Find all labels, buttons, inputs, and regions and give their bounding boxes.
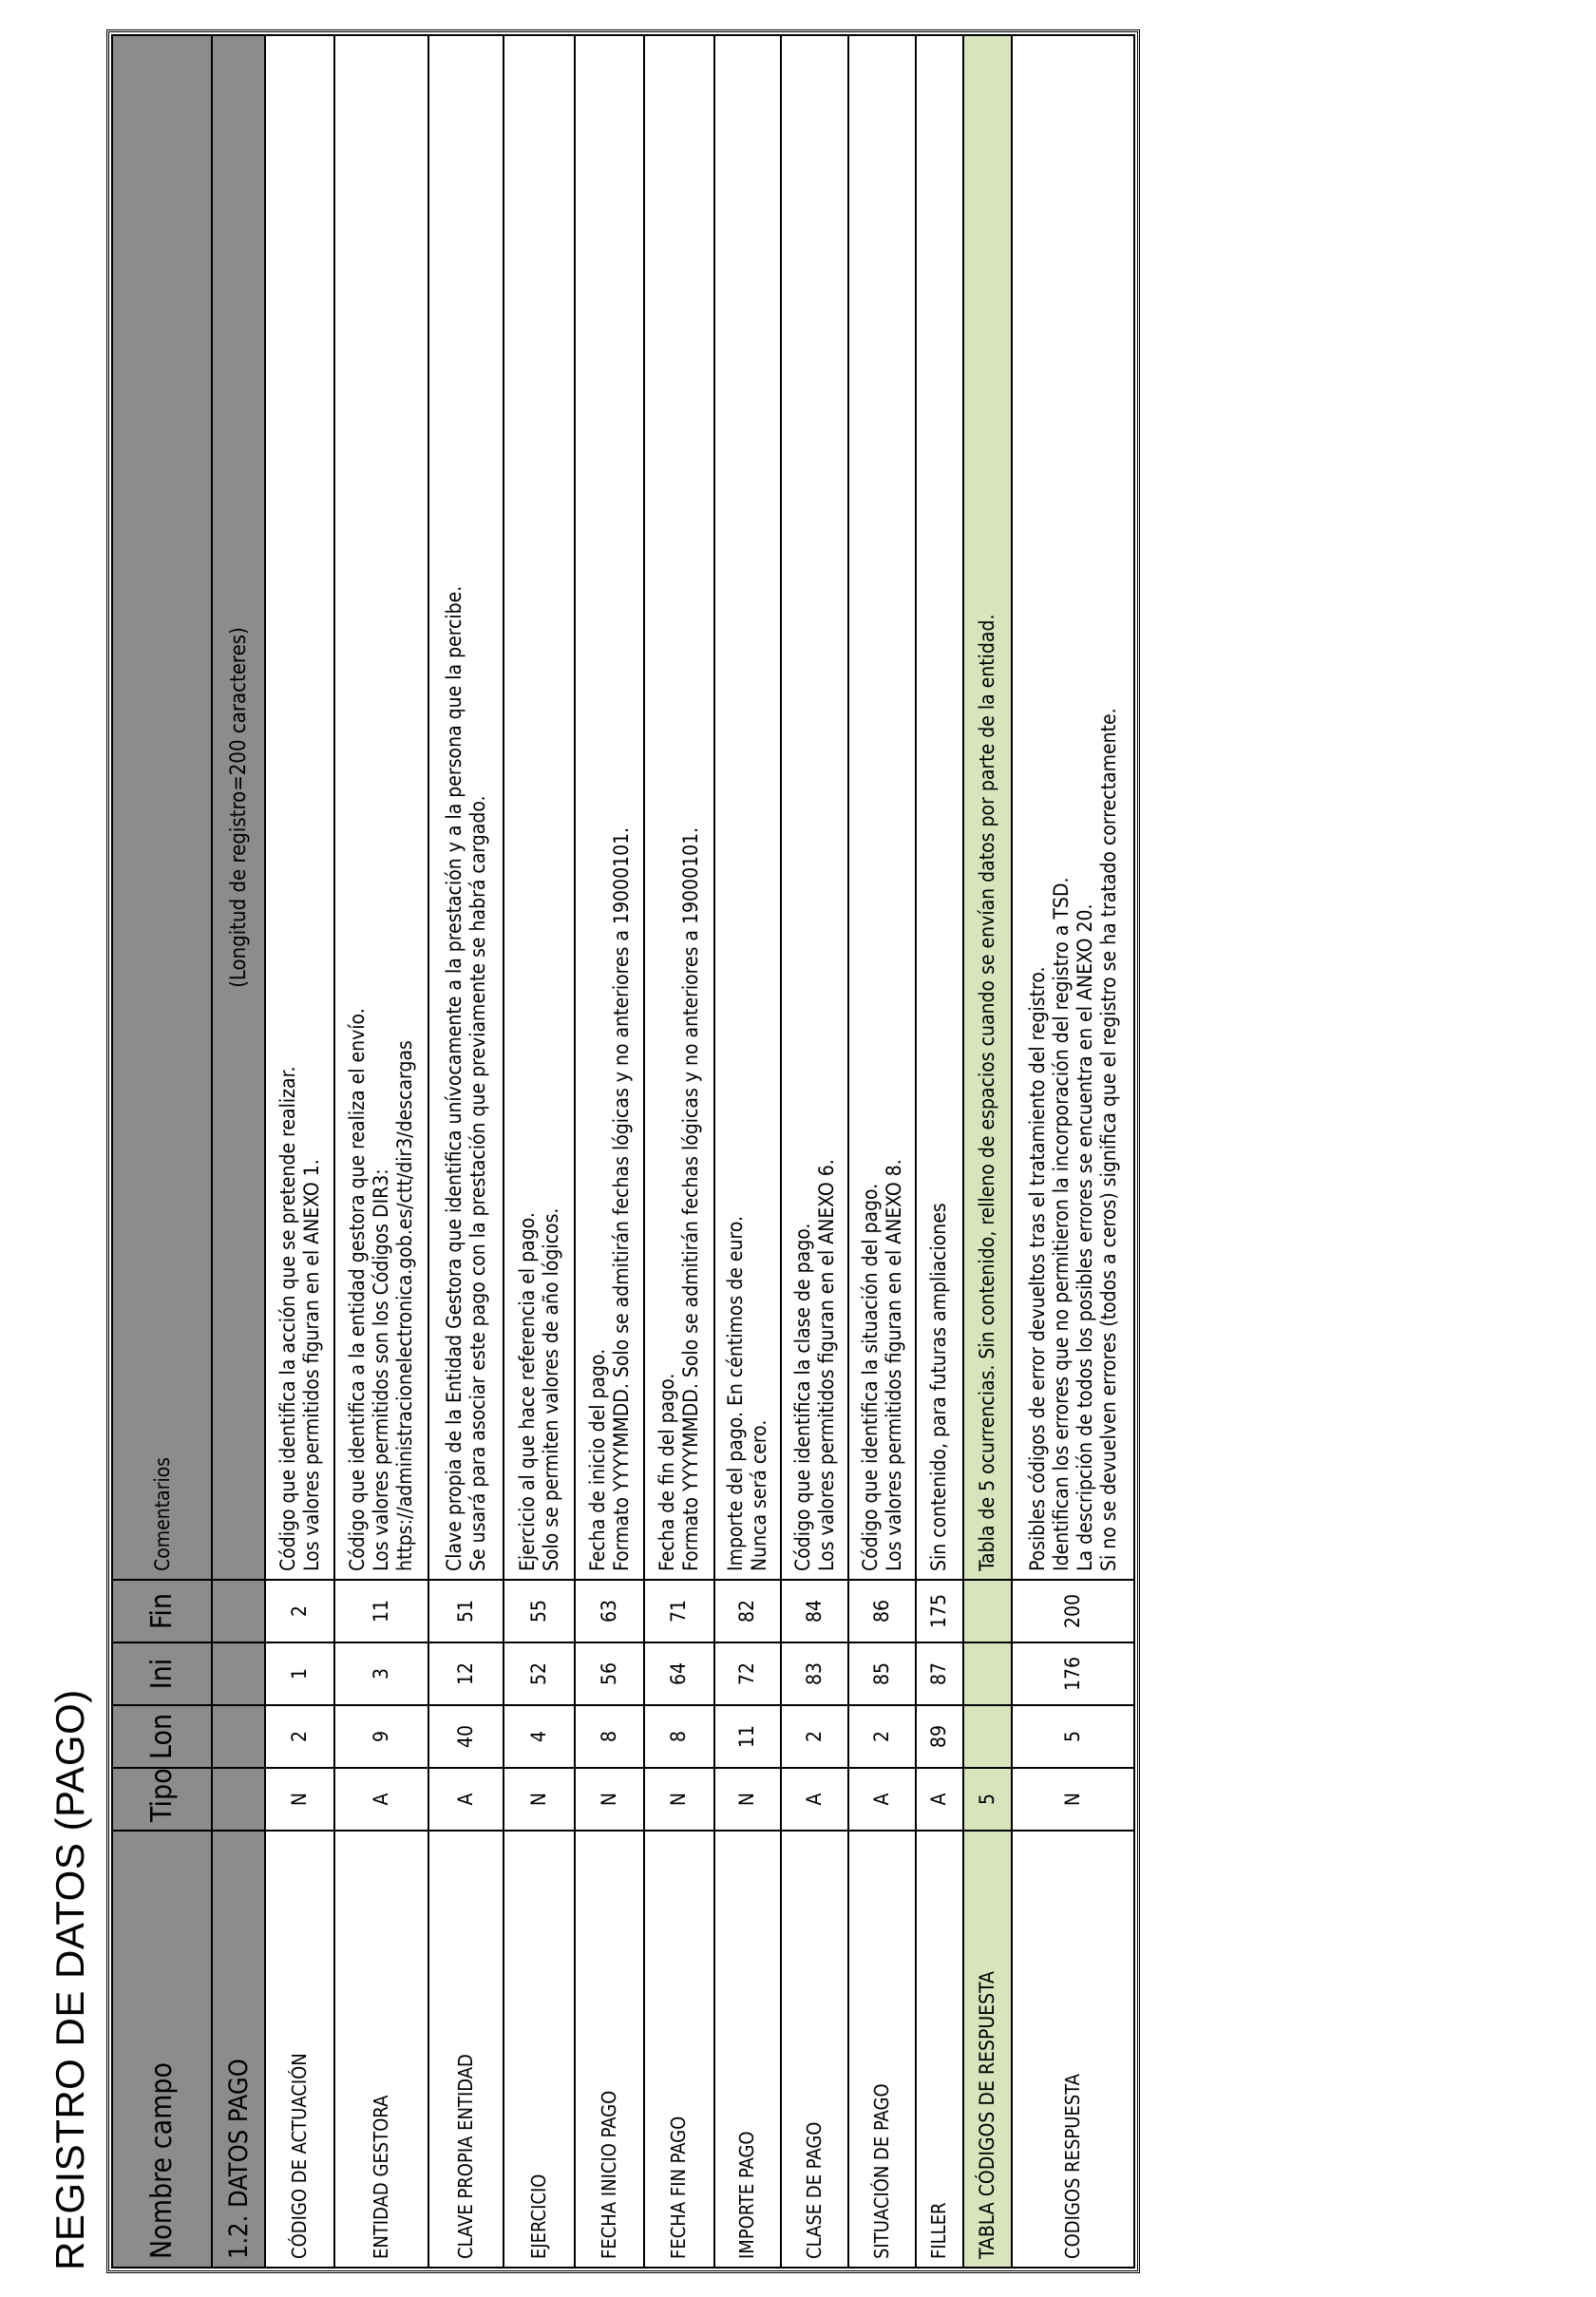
field-comments [575, 35, 644, 1580]
field-tipo: A [428, 1768, 504, 1831]
header-lon: Lon [112, 1705, 212, 1768]
field-tipo: N [714, 1768, 782, 1831]
comment-line: Los valores permitidos figuran en el ANEXO 8. [882, 1159, 905, 1571]
field-fin: 2 [265, 1580, 334, 1642]
section-row [212, 35, 265, 2268]
field-ini: 83 [781, 1642, 848, 1705]
field-comments [504, 35, 575, 1580]
field-name: FECHA FIN PAGO [644, 1831, 713, 2268]
response-codes-fin: 200 [1012, 1580, 1134, 1642]
field-tipo: N [644, 1768, 713, 1831]
response-codes-row [1012, 35, 1134, 2268]
table-row [848, 35, 916, 2268]
field-name: CLAVE PROPIA ENTIDAD [428, 1831, 504, 2268]
response-table-tipo: 5 [963, 1768, 1013, 1831]
field-lon: 2 [781, 1705, 848, 1768]
field-fin: 175 [916, 1580, 962, 1642]
field-ini: 1 [265, 1642, 334, 1705]
comment-line: Solo se permiten valores de año lógicos. [539, 1207, 562, 1571]
field-rows [265, 35, 963, 2268]
response-table-row [963, 35, 1013, 2268]
field-tipo: N [575, 1768, 644, 1831]
record-layout-table [111, 34, 1135, 2269]
comment-line: Identifican los errores que no permitieron la incorporación del registro a TSD. [1049, 877, 1073, 1571]
section-comment: (Longitud de registro=200 caracteres) [212, 35, 265, 1580]
record-table-frame [106, 29, 1140, 2273]
response-codes-tipo: N [1012, 1768, 1134, 1831]
field-comments [428, 35, 504, 1580]
comment-line: Formato YYYYMMDD. Solo se admitirán fechas lógicas y no anteriores a 19000101. [609, 826, 633, 1571]
document-title: REGISTRO DE DATOS (PAGO) [48, 1689, 92, 2270]
field-lon: 11 [714, 1705, 782, 1768]
field-fin: 82 [714, 1580, 782, 1642]
table-row [428, 35, 504, 2268]
field-name: CÓDIGO DE ACTUACIÓN [265, 1831, 334, 2268]
comment-line: Los valores permitidos son los Códigos DIR3: [369, 1168, 392, 1571]
field-fin: 84 [781, 1580, 848, 1642]
comment-line: Si no se devuelven errores (todos a ceros) significa que el registro se ha tratado correctamente. [1096, 708, 1120, 1571]
field-lon: 2 [848, 1705, 916, 1768]
field-tipo: N [504, 1768, 575, 1831]
field-comments [714, 35, 782, 1580]
field-tipo: A [848, 1768, 916, 1831]
field-fin: 51 [428, 1580, 504, 1642]
section-title: 1.2. DATOS PAGO [212, 1831, 265, 2268]
header-comentarios: Comentarios [112, 35, 212, 1580]
field-lon: 4 [504, 1705, 575, 1768]
comment-line: https://administracionelectronica.gob.es/ctt/dir3/descargas [392, 1040, 416, 1571]
field-comments [334, 35, 428, 1580]
field-lon: 8 [575, 1705, 644, 1768]
table-row [714, 35, 782, 2268]
field-ini: 3 [334, 1642, 428, 1705]
field-ini: 12 [428, 1642, 504, 1705]
field-name: ENTIDAD GESTORA [334, 1831, 428, 2268]
comment-line: Sin contenido, para futuras ampliaciones [927, 1203, 951, 1571]
comment-line: Nunca será cero. [747, 1419, 770, 1571]
field-ini: 52 [504, 1642, 575, 1705]
field-tipo: N [265, 1768, 334, 1831]
field-comments [265, 35, 334, 1580]
field-ini: 85 [848, 1642, 916, 1705]
field-name: SITUACIÓN DE PAGO [848, 1831, 916, 2268]
table-header-row [112, 35, 212, 2268]
table-row [781, 35, 848, 2268]
comment-line: Ejercicio al que hace referencia el pago. [515, 1212, 539, 1571]
response-table-comment: Tabla de 5 ocurrencias. Sin contenido, relleno de espacios cuando se envían datos por parte de la entidad. [963, 35, 1013, 1580]
comment-line: Los valores permitidos figuran en el ANEXO 6. [814, 1159, 838, 1571]
field-fin: 71 [644, 1580, 713, 1642]
field-ini: 56 [575, 1642, 644, 1705]
field-ini: 87 [916, 1642, 962, 1705]
response-codes-comments [1012, 35, 1134, 1580]
table-row [334, 35, 428, 2268]
comment-line: Los valores permitidos figuran en el ANEXO 1. [299, 1159, 323, 1571]
header-tipo: Tipo [112, 1768, 212, 1831]
field-name: FILLER [916, 1831, 962, 2268]
field-lon: 9 [334, 1705, 428, 1768]
field-lon: 89 [916, 1705, 962, 1768]
table-row [575, 35, 644, 2268]
field-fin: 11 [334, 1580, 428, 1642]
response-codes-ini: 176 [1012, 1642, 1134, 1705]
comment-line: Clave propia de la Entidad Gestora que identifica unívocamente a la prestación y a la persona que la percibe. [442, 585, 466, 1571]
field-tipo: A [781, 1768, 848, 1831]
comment-line: Código que identifica la clase de pago. [790, 1223, 814, 1571]
comment-line: Formato YYYYMMDD. Solo se admitirán fechas lógicas y no anteriores a 19000101. [678, 826, 702, 1571]
header-fin: Fin [112, 1580, 212, 1642]
field-tipo: A [916, 1768, 962, 1831]
field-comments [781, 35, 848, 1580]
field-name: FECHA INICIO PAGO [575, 1831, 644, 2268]
response-codes-name: CODIGOS RESPUESTA [1012, 1831, 1134, 2268]
table-row [265, 35, 334, 2268]
comment-line: Código que identifica a la entidad gestora que realiza el envío. [345, 1008, 369, 1571]
header-name: Nombre campo [112, 1831, 212, 2268]
field-fin: 63 [575, 1580, 644, 1642]
table-row [504, 35, 575, 2268]
response-table-name: TABLA CÓDIGOS DE RESPUESTA [963, 1831, 1013, 2268]
table-row [644, 35, 713, 2268]
response-codes-lon: 5 [1012, 1705, 1134, 1768]
field-ini: 72 [714, 1642, 782, 1705]
field-ini: 64 [644, 1642, 713, 1705]
field-comments [848, 35, 916, 1580]
field-lon: 40 [428, 1705, 504, 1768]
field-fin: 55 [504, 1580, 575, 1642]
comment-line: Posibles códigos de error devueltos tras el tratamiento del registro. [1025, 966, 1049, 1571]
field-name: CLASE DE PAGO [781, 1831, 848, 2268]
comment-line: Fecha de inicio del pago. [585, 1348, 609, 1571]
field-lon: 8 [644, 1705, 713, 1768]
comment-line: Importe del pago. En céntimos de euro. [723, 1215, 747, 1571]
field-tipo: A [334, 1768, 428, 1831]
comment-line: Se usará para asociar este pago con la prestación que previamente se habrá cargado. [466, 795, 489, 1571]
field-comments [644, 35, 713, 1580]
field-fin: 86 [848, 1580, 916, 1642]
table-row [916, 35, 962, 2268]
comment-line: Código que identifica la situación del pago. [858, 1183, 882, 1571]
field-name: EJERCICIO [504, 1831, 575, 2268]
comment-line: Código que identifica la acción que se pretende realizar. [276, 1066, 299, 1571]
field-comments [916, 35, 962, 1580]
field-lon: 2 [265, 1705, 334, 1768]
comment-line: La descripción de todos los posibles errores se encuentra en el ANEXO 20. [1073, 903, 1096, 1571]
header-ini: Ini [112, 1642, 212, 1705]
comment-line: Fecha de fin del pago. [655, 1373, 678, 1571]
field-name: IMPORTE PAGO [714, 1831, 782, 2268]
